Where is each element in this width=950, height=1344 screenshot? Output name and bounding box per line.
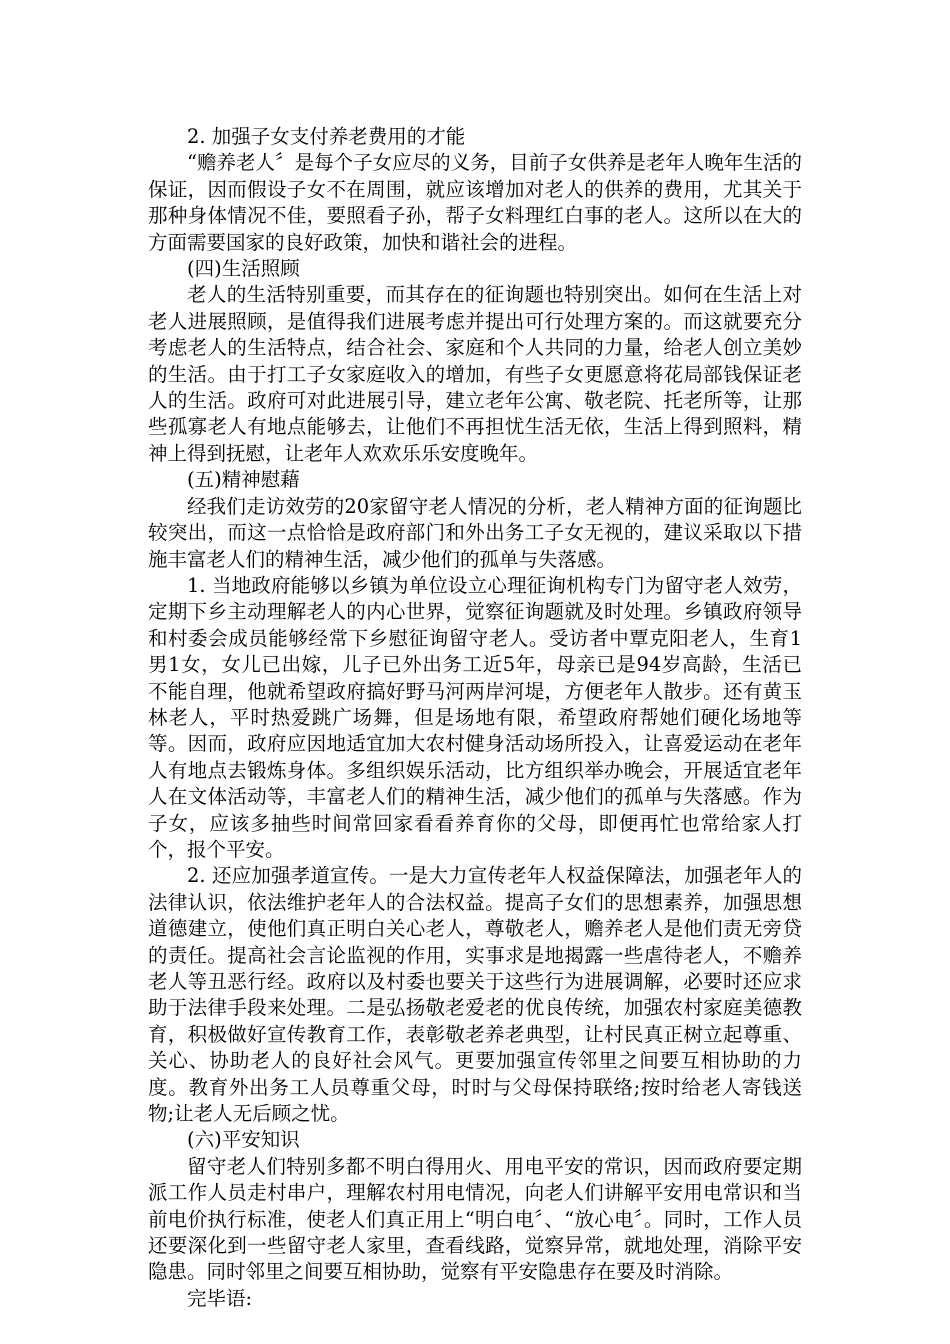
section-heading-spiritual-comfort: (五)精神慰藉 — [187, 468, 300, 492]
closing-heading: 完毕语: — [187, 1286, 253, 1310]
section-heading-life-care: (四)生活照顾 — [187, 257, 300, 281]
document-body — [148, 124, 802, 1312]
section-heading-safety-knowledge: (六)平安知识 — [187, 1128, 300, 1152]
paragraph-spiritual-point-2: 2. 还应加强孝道宣传。一是大力宣传老年人权益保障法，加强老年人的法律认识，依法维护老年人的合法权益。提高子女们的思想素养，加强思想道德建立，使他们真正明白关心老人，尊敬老人，赡养老人是他们责无旁贷的责任。提高社会言论监视的作用，实事求是地揭露一些虐待老人，不赡养老人等丑恶行经。政府以及村委也要关于这些行为进展调解，必要时还应求助于法律手段来处理。二是弘扬敬老爱老的优良传统，加强农村家庭美德教育，积极做好宣传教育工作，表彰敬老养老典型，让村民真正树立起尊重、关心、协助老人的良好社会风气。更要加强宣传邻里之间要互相协助的力度。教育外出务工人员尊重父母，时时与父母保持联络;按时给老人寄钱送物;让老人无后顾之忧。 — [148, 864, 802, 1126]
paragraph-support-costs: “赡养老人〞是每个子女应尽的义务，目前子女供养是老年人晚年生活的保证，因而假设子女不在周围，就应该增加对老人的供养的费用，尤其关于那种身体情况不佳，要照看子孙，帮子女料理红白事的老人。这所以在大的方面需要国家的良好政策，加快和谐社会的进程。 — [148, 151, 802, 254]
paragraph-spiritual-intro: 经我们走访效劳的20家留守老人情况的分析，老人精神方面的征询题比较突出，而这一点恰恰是政府部门和外出务工子女无视的，建议采取以下措施丰富老人们的精神生活，减少他们的孤单与失落感。 — [148, 494, 802, 571]
paragraph-spiritual-point-1: 1. 当地政府能够以乡镇为单位设立心理征询机构专门为留守老人效劳，定期下乡主动理解老人的内心世界，觉察征询题就及时处理。乡镇政府领导和村委会成员能够经常下乡慰征询留守老人。受访者中覃克阳老人，生育1男1女，女儿已出嫁，儿子已外出务工近5年，母亲已是94岁高龄，生活已不能自理，他就希望政府搞好野马河两岸河堤，方便老年人散步。还有黄玉林老人，平时热爱跳广场舞，但是场地有限，希望政府帮她们硬化场地等等。因而，政府应因地适宜加大农村健身活动场所投入，让喜爱运动在老年人有地点去锻炼身体。多组织娱乐活动，比方组织举办晚会，开展适宜老年人在文体活动等，丰富老人们的精神生活，减少他们的孤单与失落感。作为子女，应该多抽些时间常回家看看养育你的父母，即便再忙也常给家人打个，报个平安。 — [148, 573, 802, 861]
paragraph-life-care: 老人的生活特别重要，而其存在的征询题也特别突出。如何在生活上对老人进展照顾，是值得我们进展考虑并提出可行处理方案的。而这就要充分考虑老人的生活特点，结合社会、家庭和个人共同的力量，给老人创立美妙的生活。由于打工子女家庭收入的增加，有些子女更愿意将花局部钱保证老人的生活。政府可对此进展引导，建立老年公寓、敬老院、托老所等，让那些孤寡老人有地点能够去，让他们不再担忧生活无依，生活上得到照料，精神上得到抚慰，让老年人欢欢乐乐安度晚年。 — [148, 283, 802, 465]
paragraph-safety-knowledge: 留守老人们特别多都不明白得用火、用电平安的常识，因而政府要定期派工作人员走村串户，理解农村用电情况，向老人们讲解平安用电常识和当前电价执行标准，使老人们真正用上“明白电〞、“放心电〞。同时，工作人员还要深化到一些留守老人家里，查看线路，觉察异常，就地处理，消除平安隐患。同时邻里之间要互相协助，觉察有平安隐患存在要及时消除。 — [148, 1154, 802, 1284]
subheading-support-costs: 2. 加强子女支付养老费用的才能 — [187, 125, 466, 148]
